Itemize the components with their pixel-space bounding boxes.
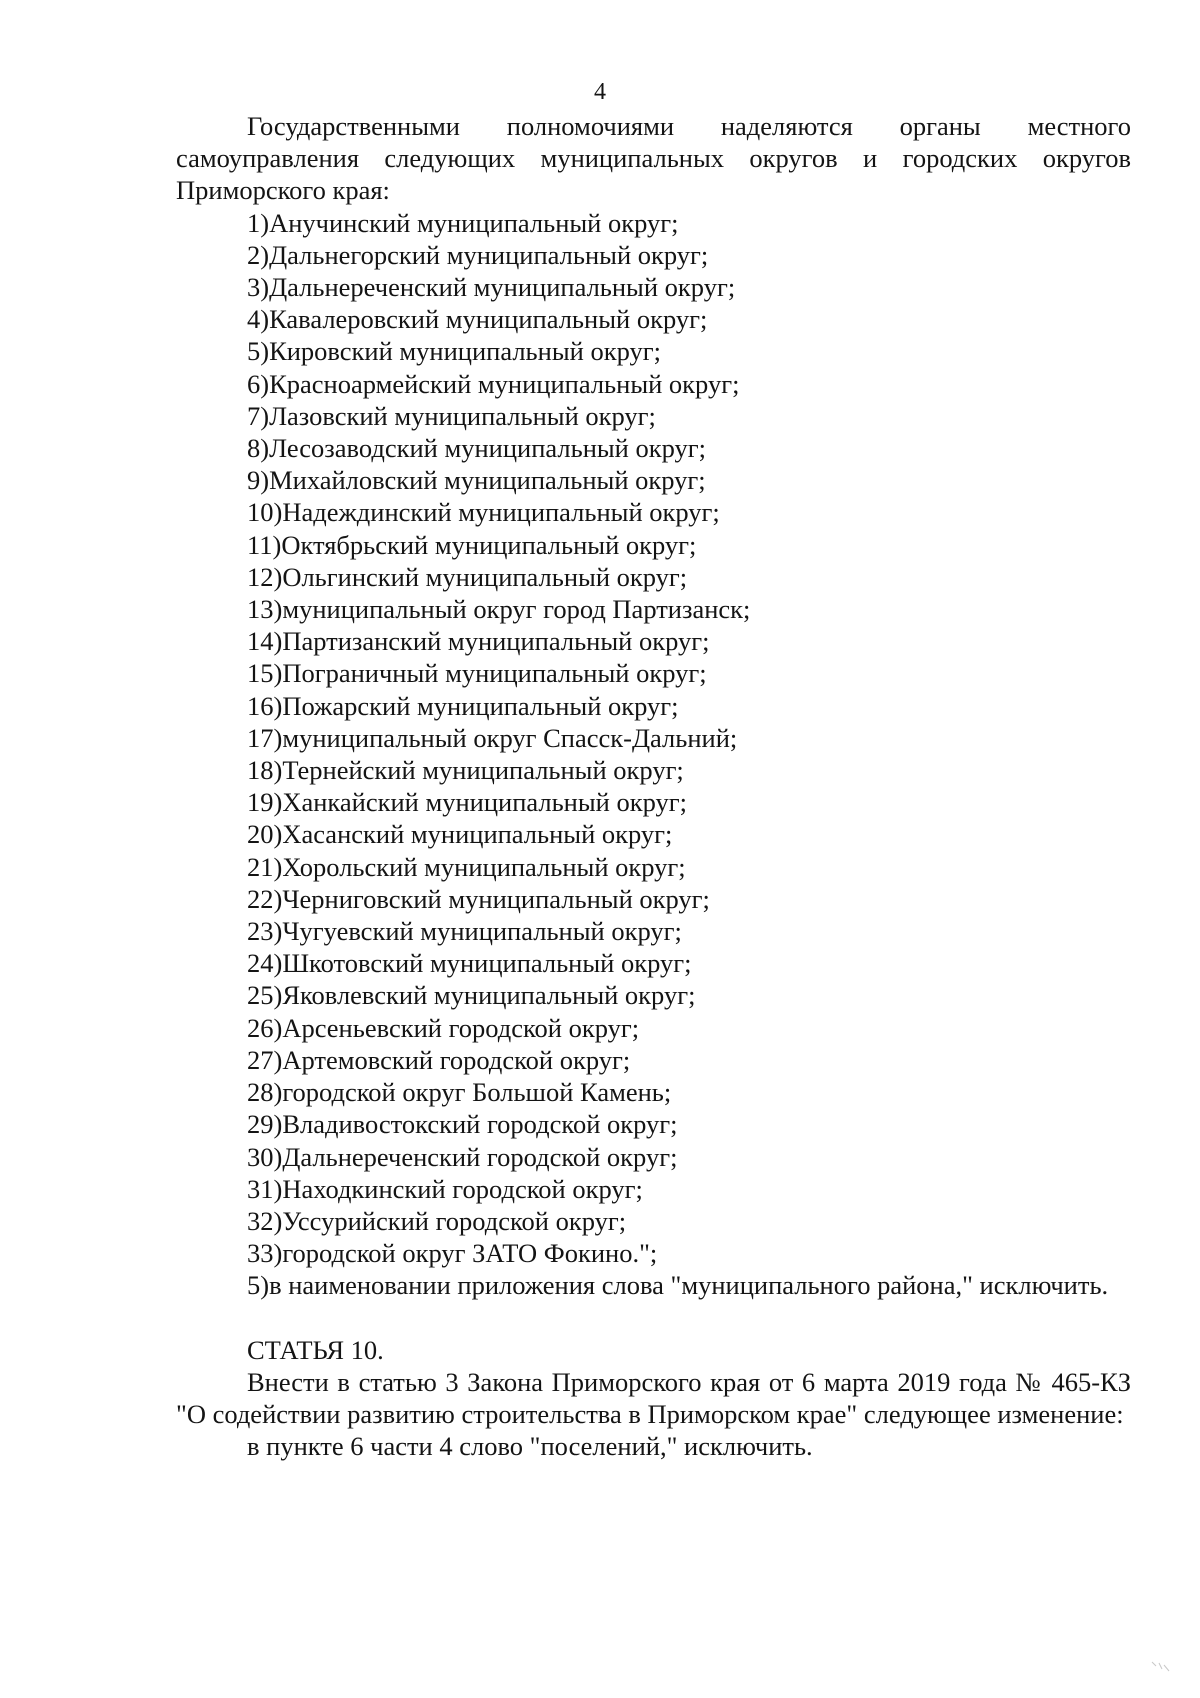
district-list-item: 27)Артемовский городской округ; (247, 1044, 631, 1075)
district-list-item: 33)городской округ ЗАТО Фокино."; (247, 1238, 658, 1269)
district-list-item: 9)Михайловский муниципальный округ; (247, 465, 706, 496)
page-number: 4 (594, 79, 606, 105)
district-list-item: 16)Пожарский муниципальный округ; (247, 690, 679, 721)
district-list-item: 32)Уссурийский городской округ; (247, 1205, 627, 1236)
district-list-item: 3)Дальнереченский муниципальный округ; (247, 272, 736, 303)
district-list-item: 28)городской округ Большой Камень; (247, 1077, 672, 1108)
district-list-item: 29)Владивостокский городской округ; (247, 1109, 678, 1140)
article-paragraph: Внести в статью 3 Закона Приморского края от 6 марта 2019 года № 465-КЗ "О содействии развитию строительства в Приморском крае" следующее изменение: (176, 1366, 1131, 1429)
district-list-item: 31)Находкинский городской округ; (247, 1173, 643, 1204)
district-list-item: 26)Арсеньевский городской округ; (247, 1012, 640, 1043)
district-list-item: 19)Ханкайский муниципальный округ; (247, 787, 687, 818)
district-list-item: 14)Партизанский муниципальный округ; (247, 626, 710, 657)
district-list-item: 23)Чугуевский муниципальный округ; (247, 916, 682, 947)
paragraph-gap (176, 1302, 1131, 1334)
amendment-item-5: 5)в наименовании приложения слова "муниципального района," исключить. (247, 1270, 1109, 1301)
district-list-item: 4)Кавалеровский муниципальный округ; (247, 304, 708, 335)
district-list-item: 2)Дальнегорский муниципальный округ; (247, 239, 709, 270)
district-list-item: 8)Лесозаводский муниципальный округ; (247, 433, 706, 464)
district-list-item: 7)Лазовский муниципальный округ; (247, 400, 656, 431)
district-list-item: 12)Ольгинский муниципальный округ; (247, 561, 688, 592)
district-list-item: 18)Тернейский муниципальный округ; (247, 755, 684, 786)
district-list-item: 21)Хорольский муниципальный округ; (247, 851, 686, 882)
district-list-item: 17)муниципальный округ Спасск-Дальний; (247, 722, 738, 753)
article-clause: в пункте 6 части 4 слово "поселений," исключить. (247, 1431, 813, 1462)
district-list-item: 13)муниципальный округ город Партизанск; (247, 594, 751, 625)
district-list-item: 6)Красноармейский муниципальный округ; (247, 368, 740, 399)
district-list-item: 20)Хасанский муниципальный округ; (247, 819, 673, 850)
district-list-item: 22)Черниговский муниципальный округ; (247, 883, 710, 914)
district-list-item: 11)Октябрьский муниципальный округ; (247, 529, 697, 560)
article-heading: СТАТЬЯ 10. (247, 1334, 384, 1365)
district-list-item: 5)Кировский муниципальный округ; (247, 336, 661, 367)
scan-artifact (1150, 1660, 1172, 1674)
district-list-item: 30)Дальнереченский городской округ; (247, 1141, 678, 1172)
document-body (176, 110, 1131, 1462)
district-list-item: 25)Яковлевский муниципальный округ; (247, 980, 696, 1011)
district-list-item: 15)Пограничный муниципальный округ; (247, 658, 707, 689)
district-list-item: 10)Надеждинский муниципальный округ; (247, 497, 720, 528)
district-list-item: 24)Шкотовский муниципальный округ; (247, 948, 692, 979)
intro-paragraph: Государственными полномочиями наделяются органы местного самоуправления следующих муниципальных округов и городских округов Приморского края: (176, 111, 1131, 206)
district-list-item: 1)Анучинский муниципальный округ; (247, 207, 679, 238)
district-list (176, 207, 1131, 1270)
